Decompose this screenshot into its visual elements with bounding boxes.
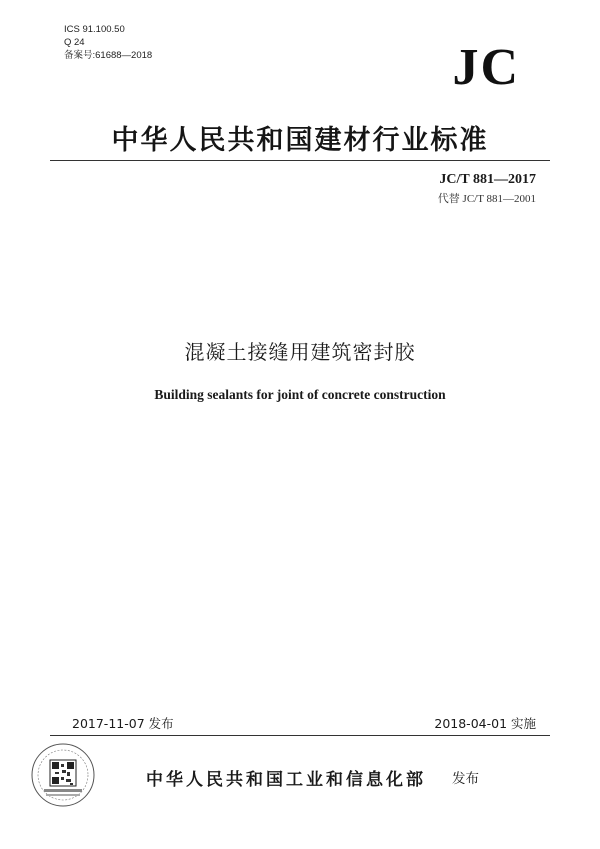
bottom-divider [50,735,550,736]
publisher-suffix: 发布 [452,771,479,787]
document-subtitle: Building sealants for joint of concrete construction [154,387,446,402]
top-divider [50,160,550,161]
standard-code: JC/T 881—2017 [439,172,536,187]
organization-title: 中华人民共和国建材行业标准 [111,125,489,156]
ics-code: ICS 91.100.50 [64,24,125,35]
jc-logo: JC [452,39,520,96]
qr-seal-icon [30,742,96,808]
record-number: 备案号:61688—2018 [64,50,153,61]
implementation-date: 2018-04-01 实施 [434,716,536,731]
classification-code: Q 24 [64,37,85,48]
document-title: 混凝土接缝用建筑密封胶 [184,340,416,364]
issue-date: 2017-11-07 发布 [72,716,174,731]
replaces-note: 代替 JC/T 881—2001 [437,193,536,205]
publisher-name: 中华人民共和国工业和信息化部 [146,770,426,790]
